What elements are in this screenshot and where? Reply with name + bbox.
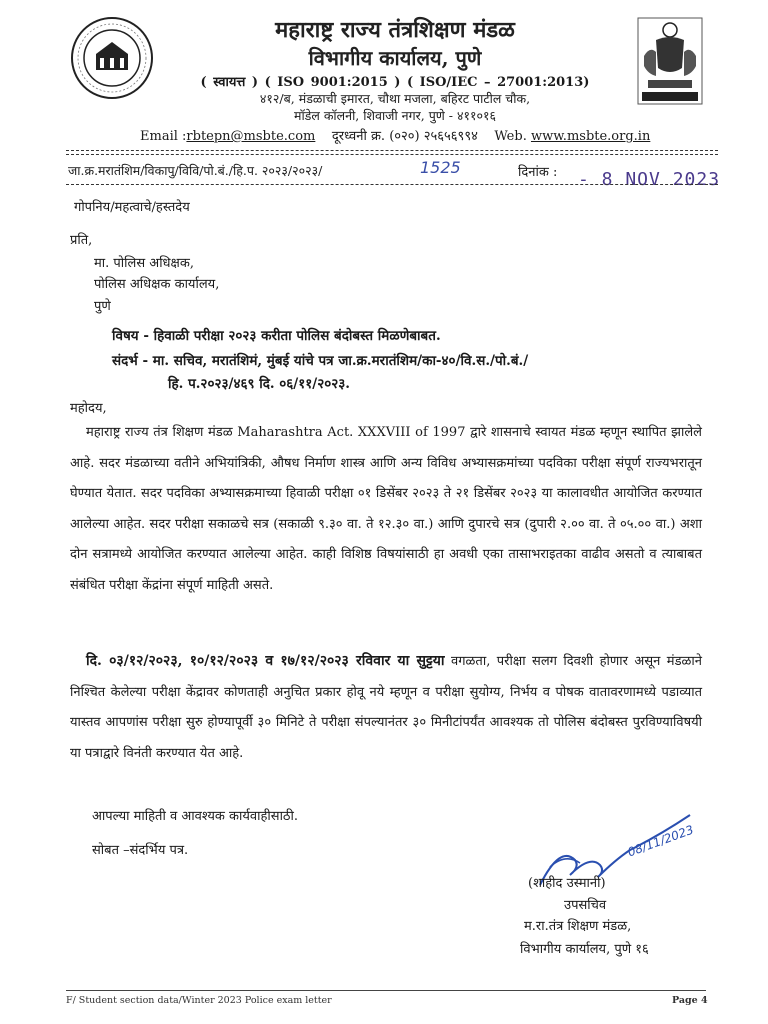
web-label: Web. [494, 129, 527, 144]
recipient-label: प्रति, [70, 233, 93, 248]
signatory-org-line-2: विभागीय कार्यालय, पुणे १६ [520, 942, 649, 957]
recipient-line-2: पोलिस अधिक्षक कार्यालय, [94, 277, 220, 292]
salutation: महोदय, [70, 401, 107, 416]
signatory-designation: उपसचिव [564, 898, 607, 913]
body-paragraph-2-text: वगळता, परीक्षा सलग दिवशी होणार असून मंडळाने निश्चित केलेल्या परीक्षा केंद्रावर कोणताही अनुचित प्रकार होवू नये म्हणून व परीक्षा सुयोग्य, निर्भय व पोषक वातावरणामध्ये पडाव्यात यास्तव आपणांस परीक्षा सुरु होण्यापूर्वी ३० मिनिटे ते परीक्षा संपल्यानंतर ३० मिनीटांपर्यंत आवश्यक तो पोलिस बंदोबस्त पुरविण्याविषयी या पत्राद्वारे विनंती करण्यात येत आहे. [70, 654, 702, 761]
footer-divider [66, 990, 706, 991]
maharashtra-emblem-logo [636, 16, 704, 106]
phone-number: (०२०) २५६५६९९४ [389, 129, 478, 144]
enclosure-line: सोबत –संदर्भिय पत्र. [92, 843, 189, 858]
footer-file-path: F/ Student section data/Winter 2023 Police exam letter [66, 995, 332, 1006]
email-label: Email : [140, 129, 187, 144]
website-link[interactable]: www.msbte.org.in [530, 129, 651, 144]
date-label: दिनांक : [518, 165, 558, 180]
footer-page-number: Page 4 [672, 995, 708, 1006]
signatory-org-line-1: म.रा.तंत्र शिक्षण मंडळ, [524, 919, 632, 934]
holiday-dates-highlight: दि. ०३/१२/२०२३, १०/१२/२०२३ व १७/१२/२०२३ रविवार या सुट्टया [86, 653, 445, 669]
subject-line: विषय - हिवाळी परीक्षा २०२३ करीता पोलिस बंदोबस्त मिळणेबाबत. [112, 328, 441, 344]
signatory-name: (शाहीद उस्मानी) [528, 876, 606, 891]
header-divider [66, 150, 718, 151]
reference-line-2: हि. प.२०२३/४६९ दि. ०६/११/२०२३. [168, 376, 350, 392]
address-line-2: मॉडेल कॉलनी, शिवाजी नगर, पुणे - ४११०१६ [293, 108, 497, 123]
email-link[interactable]: rbtepn@msbte.com [186, 129, 316, 144]
body-paragraph-1: महाराष्ट्र राज्य तंत्र शिक्षण मंडळ Maharashtra Act. XXXVIII of 1997 द्वारे शासनाचे स्वायत मंडळ म्हणून स्थापित झालेले आहे. सदर मंडळाच्या वतीने अभियांत्रिकी, औषध निर्माण शास्त्र आणि अन्य विविध अभ्यासक्रमांच्या पदविका परीक्षा संपूर्ण राज्यभरातून घेण्यात येतात. सदर पदविका अभ्यासक्रमाच्या हिवाळी परीक्षा ०१ डिसेंबर २०२३ ते २१ डिसेंबर २०२३ या कालावधीत आयोजित करण्यात आलेल्या आहेत. सदर परीक्षा सकाळचे सत्र (सकाळी ९.३० वा. ते १२.३० वा.) आणि दुपारचे सत्र (दुपारी २.०० वा. ते ०५.०० वा.) अशा दोन सत्रामध्ये आयोजित करण्यात आलेल्या आहेत. काही विशिष्ठ विषयांसाठी हा अवधी एका तासाभराइतका वाढीव असतो व त्याबाबत संबंधित परीक्षा केंद्रांना संपूर्ण माहिती असते. [70, 425, 702, 593]
contact-line [140, 126, 720, 144]
closing-line: आपल्या माहिती व आवश्यक कार्यवाहीसाठी. [92, 809, 298, 824]
reference-number-handwritten: 1525 [420, 158, 461, 177]
msbte-seal-logo [70, 16, 154, 100]
recipient-line-3: पुणे [94, 299, 111, 314]
date-stamp: - 8 NOV 2023 [578, 169, 721, 190]
org-title: महाराष्ट्र राज्य तंत्रशिक्षण मंडळ [275, 17, 515, 43]
recipient-line-1: मा. पोलिस अधिक्षक, [94, 256, 194, 271]
address-line-1: ४१२/ब, मंडळाची इमारत, चौथा मजला, बहिरट पाटील चौक, [259, 91, 531, 106]
office-name: विभागीय कार्यालय, पुणे [308, 46, 482, 70]
reference-line-1: संदर्भ - मा. सचिव, मरातंशिमं, मुंबई यांचे पत्र जा.क्र.मरातंशिम/का-४०/वि.स./पो.बं./ [112, 353, 529, 369]
body-paragraph-2 [70, 646, 702, 769]
header-divider-2 [66, 154, 718, 155]
reference-number: जा.क्र.मरातंशिम/विकापु/विवि/पो.बं./हि.प. २०२३/२०२३/ [68, 163, 323, 178]
reference-divider [66, 184, 718, 185]
iso-certifications: ( स्वायत्त ) ( ISO 9001:2015 ) ( ISO/IEC – 27001:2013) [200, 75, 590, 90]
confidential-marking: गोपनिय/महत्वाचे/हस्तदेय [74, 200, 190, 215]
phone-label: दूरध्वनी क्र. [331, 129, 386, 144]
signature-date: 08/11/2023 [625, 822, 696, 860]
